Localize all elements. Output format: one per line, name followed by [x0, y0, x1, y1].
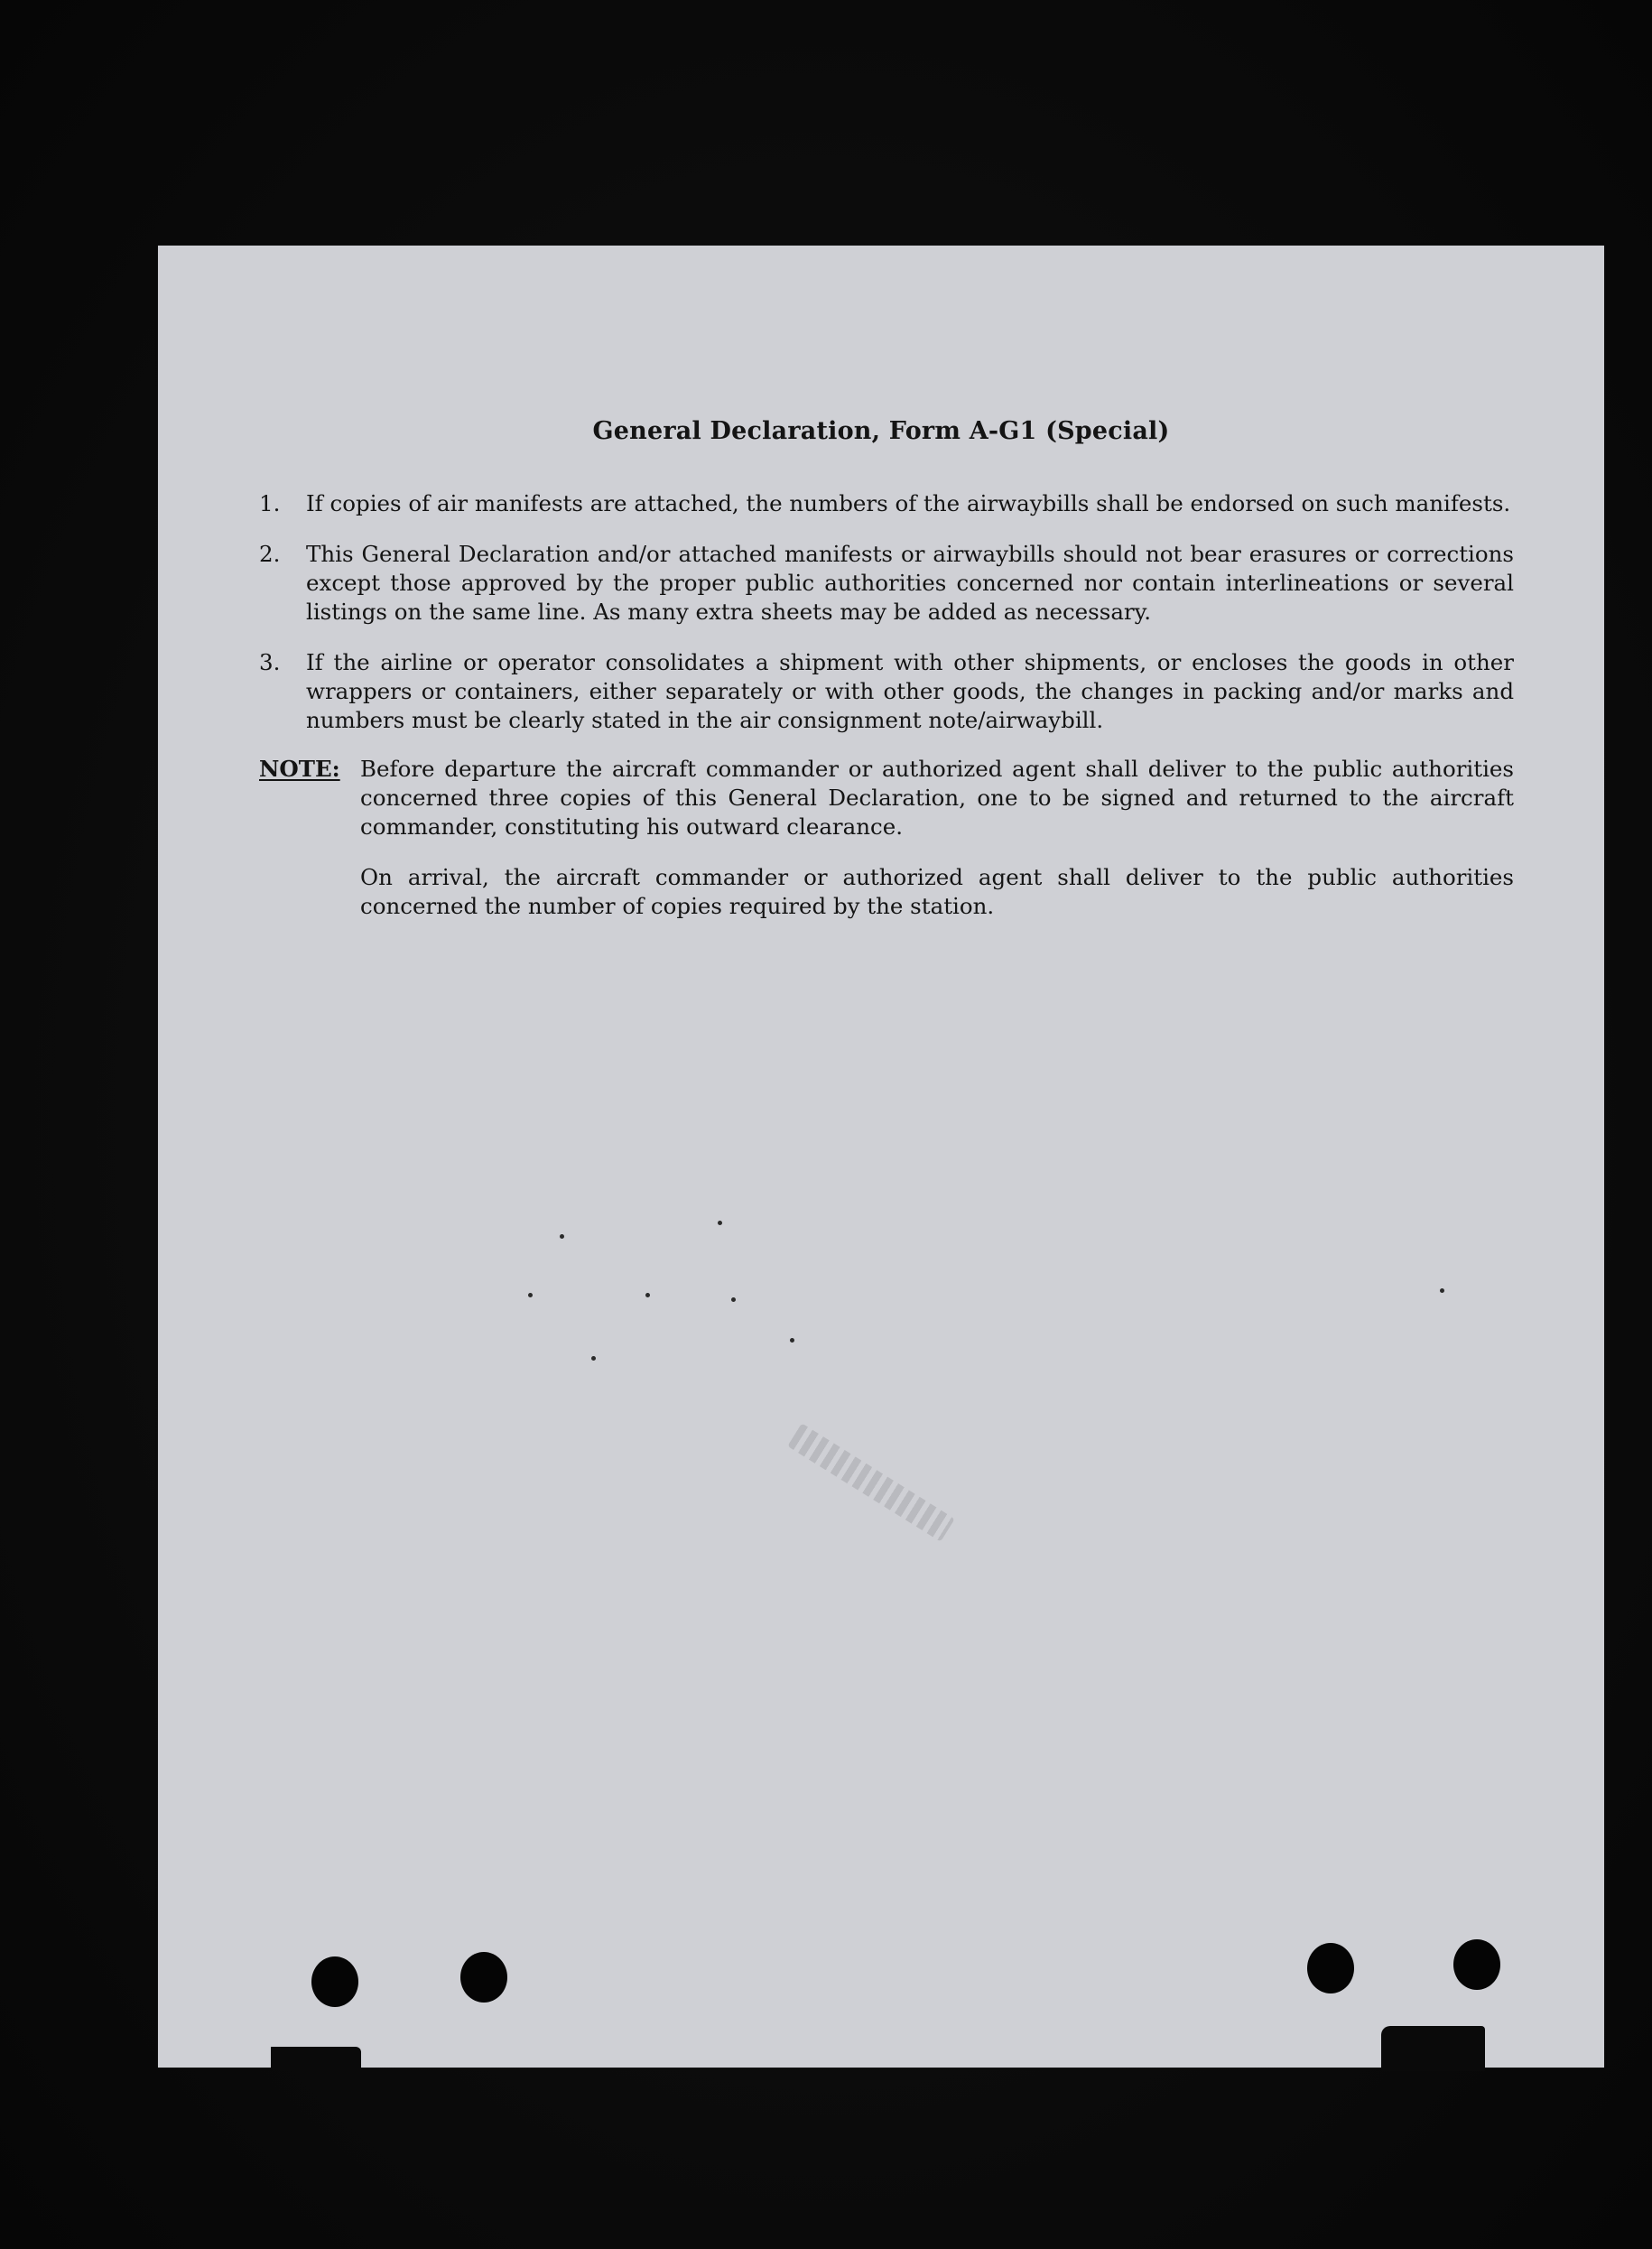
note-section	[259, 755, 1514, 921]
ink-speck	[1440, 1288, 1444, 1293]
ink-speck	[560, 1234, 564, 1239]
ink-speck	[790, 1338, 794, 1343]
faded-stamp-mark	[787, 1423, 955, 1541]
punch-hole	[1307, 1943, 1354, 1993]
punch-hole	[1453, 1939, 1500, 1990]
ink-speck	[645, 1293, 650, 1297]
document-sheet	[158, 246, 1604, 2068]
document-title: General Declaration, Form A-G1 (Special)	[592, 417, 1170, 445]
list-item-text: If copies of air manifests are attached, the numbers of the airwaybills shall be endorsed on such manifests.	[306, 490, 1511, 516]
torn-edge	[271, 2047, 361, 2070]
list-item-number: 1.	[259, 490, 281, 516]
note-paragraph: On arrival, the aircraft commander or authorized agent shall deliver to the public authorities concerned the number of copies required by the station.	[360, 864, 1514, 919]
ink-speck	[731, 1297, 736, 1302]
list-item-number: 2.	[259, 541, 281, 567]
note-label: NOTE:	[259, 756, 340, 782]
punch-hole	[311, 1956, 358, 2007]
list-item-text: This General Declaration and/or attached manifests or airwaybills should not bear erasures or corrections except those approved by the proper public authorities concerned nor contain interlineations or several listings on the same line. As many extra sheets may be added as necessary.	[306, 541, 1514, 625]
list-item-text: If the airline or operator consolidates a shipment with other shipments, or encloses the goods in other wrappers or containers, either separately or with other goods, the changes in packing and/or marks and numbers must be clearly stated in the air consignment note/airwaybill.	[306, 649, 1514, 733]
ink-speck	[591, 1356, 596, 1361]
list-item	[259, 540, 1514, 627]
ink-speck	[718, 1221, 722, 1225]
punch-hole	[460, 1952, 507, 2003]
list-item	[259, 648, 1514, 735]
torn-edge	[1381, 2026, 1485, 2071]
list-item-number: 3.	[259, 649, 281, 675]
list-item	[259, 489, 1514, 518]
note-paragraph: Before departure the aircraft commander or authorized agent shall deliver to the public authorities concerned three copies of this General Declaration, one to be signed and returned to the aircraft commander, constituting his outward clearance.	[360, 756, 1514, 840]
ink-speck	[528, 1293, 533, 1297]
